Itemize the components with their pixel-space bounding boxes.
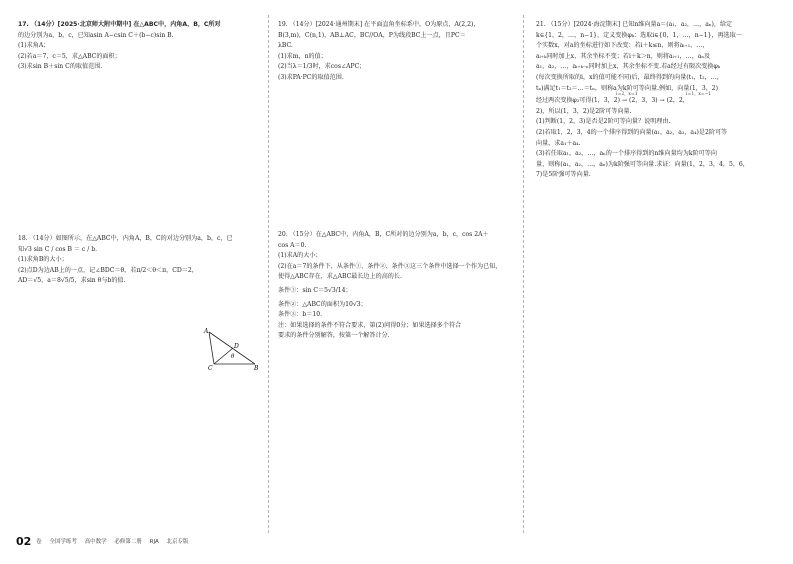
problem-17-line: (2)若a＝7，c＝5，求△ABC的面积； (18, 52, 121, 60)
problem-21-line: (3)若任取a₁，a₂，…，aₙ的一个排序得到的n维向量均为k阶可等向 (536, 150, 717, 158)
arrow-label-second: i＝1，x＝−1 (686, 91, 712, 96)
problem-21 (536, 20, 786, 181)
problem-21-line: a₁，a₂，…，aᵢ₊ₖ₋ₙ同时加上x，其余坐标不变.若a经过有限次变换φₖ (536, 63, 720, 71)
label-theta: θ (231, 354, 235, 360)
problem-18 (18, 234, 263, 287)
problem-21-line: k∈{1，2，…，n−1}，定义变换φₖ：选取i∈{0，1，…，n−1}，再选取一 (536, 31, 742, 39)
label-d: D (234, 343, 239, 350)
problem-21-line: (2)若取1，2，3，4的一个排序得到的向量(a₁，a₂，a₃，a₄)是2阶可等 (536, 128, 728, 136)
problem-21-line: 21. （15分）[2024·海淀期末] 已知n维向量a＝(a₁，a₂，…，aₙ)，给定 (536, 21, 733, 28)
problem-18-line: 18. （14分）如图所示，在△ABC中，内角A，B，C的对边分别为a，b，c，已 (18, 235, 233, 242)
problem-17-line: 17. （14分）[2025·北京师大附中期中] 在△ABC中，内角A，B，C所对 (18, 21, 221, 28)
problem-21-line: tₙ)满足t₁＝t₂＝…＝tₙ，则称a为k阶可等向量.例如，向量(1，3，2) (536, 84, 719, 92)
problem-21-line: 向量，求a₁＋a₄. (536, 139, 581, 147)
problem-19-line: (1)求m，n的值； (278, 52, 327, 60)
problem-21-line: 经过两次变换φ₂可得(1，3，2) → (2，3，3) → (2，2， (536, 97, 689, 105)
problem-18-line: AD＝√5，a＝8√5/5，求sin θ与b的值. (18, 277, 126, 285)
label-c: C (208, 365, 213, 372)
page-number: 02 (16, 535, 32, 548)
problem-20-line: cos A＝0. (278, 241, 307, 249)
problem-21-line: aᵢ₊ₖ同时加上x，其余坐标不变；若i＋k＞n，则将aᵢ₊₁，…，aₙ及 (536, 52, 711, 60)
problem-17-line: 的边分别为a，b，c，已知asin A−csin C＋(b−c)sin B. (18, 31, 174, 39)
problem-20-line: (1)求A的大小； (278, 252, 322, 260)
problem-21-line: (每次变换所取的i，x的值可能不同)后，最终得到的向量(t₁，t₂，…， (536, 73, 723, 81)
column-divider-right (523, 15, 524, 533)
problem-21-line: 个实数x，对a的坐标进行如下改变：若i＋k≤n，则将aᵢ₊₁，…， (536, 42, 709, 50)
problem-21-line: 7)是5阶强可等向量. (536, 171, 591, 179)
page-footer (16, 535, 195, 548)
problem-20 (278, 230, 520, 342)
label-a: A (204, 328, 209, 335)
problem-20-line: 注：如果选择的条件不符合要求，第(2)问得0分；如果选择多个符合 (278, 321, 462, 329)
problem-20-line: 条件①：sin C＝5√3/14； (278, 286, 352, 294)
problem-20-line: 要求的条件分别解答，按第一个解答计分. (278, 332, 390, 340)
problem-18-line: (2)点D为边AB上的一点，记∠BDC＝θ，若π/2＜θ＜π，CD＝2， (18, 266, 198, 274)
footer-item: 必修第二册 (114, 539, 142, 545)
arrow-label-first: i＝2，x＝1 (616, 91, 638, 96)
problem-21-line: (1)判断(1，2，3)是否是2阶可等向量？说明理由. (536, 118, 671, 126)
footer-item: 卷 (36, 539, 42, 545)
problem-19-line: B(3,m)，C(n,1)，AB⊥AC，BC//OA，P为线段BC上一点，且PC＝ (278, 31, 466, 39)
problem-17-line: (3)求sin B＋sin C的取值范围. (18, 63, 103, 71)
footer-item: 高中数学 (84, 539, 107, 545)
problem-17 (18, 20, 263, 73)
column-divider-left (268, 15, 269, 533)
footer-item: RJA (149, 539, 159, 545)
footer-item: 全国学练考 (49, 539, 77, 545)
problem-17-line: (1)求角A； (18, 42, 50, 50)
label-b: B (254, 365, 259, 372)
problem-19-line: 19. （14分）[2024·通州期末] 在平面直角坐标系中，O为原点，A(2,2)， (278, 21, 480, 28)
problem-20-line: 使得△ABC存在，求△ABC最长边上的高的长. (278, 273, 402, 281)
problem-20-line: 条件③：b＝10. (278, 311, 323, 319)
problem-21-line: 2)，所以(1，3，2)是2阶可等向量. (536, 107, 632, 115)
side-ac (209, 332, 214, 364)
problem-19-line: λBC. (278, 42, 293, 50)
triangle-figure (200, 326, 262, 372)
problem-19-line: (3)求PA·PC的取值范围. (278, 73, 344, 81)
problem-20-line: (2)在a＝7的条件下，从条件①、条件②、条件③这三个条件中选择一个作为已知， (278, 262, 502, 270)
problem-18-line: (1)求角B的大小； (18, 256, 68, 264)
problem-21-line: 量，则称(a₁，a₂，…，aₙ)为k阶强可等向量.求证：向量(1，2，3，4，5，6， (536, 160, 749, 168)
problem-20-line: 20. （15分）在△ABC中，内角A，B，C所对的边分别为a，b，c，cos 2A＋ (278, 231, 489, 238)
problem-19-line: (2)当λ＝1/3时，求cos∠APC； (278, 63, 366, 71)
problem-20-line: 条件②：△ABC的面积为10√3； (278, 300, 367, 308)
problem-18-line: 知√3 sin C / cos B ＝ c / b. (18, 245, 98, 253)
problem-19 (278, 20, 520, 84)
footer-item: 北京专版 (166, 539, 189, 545)
